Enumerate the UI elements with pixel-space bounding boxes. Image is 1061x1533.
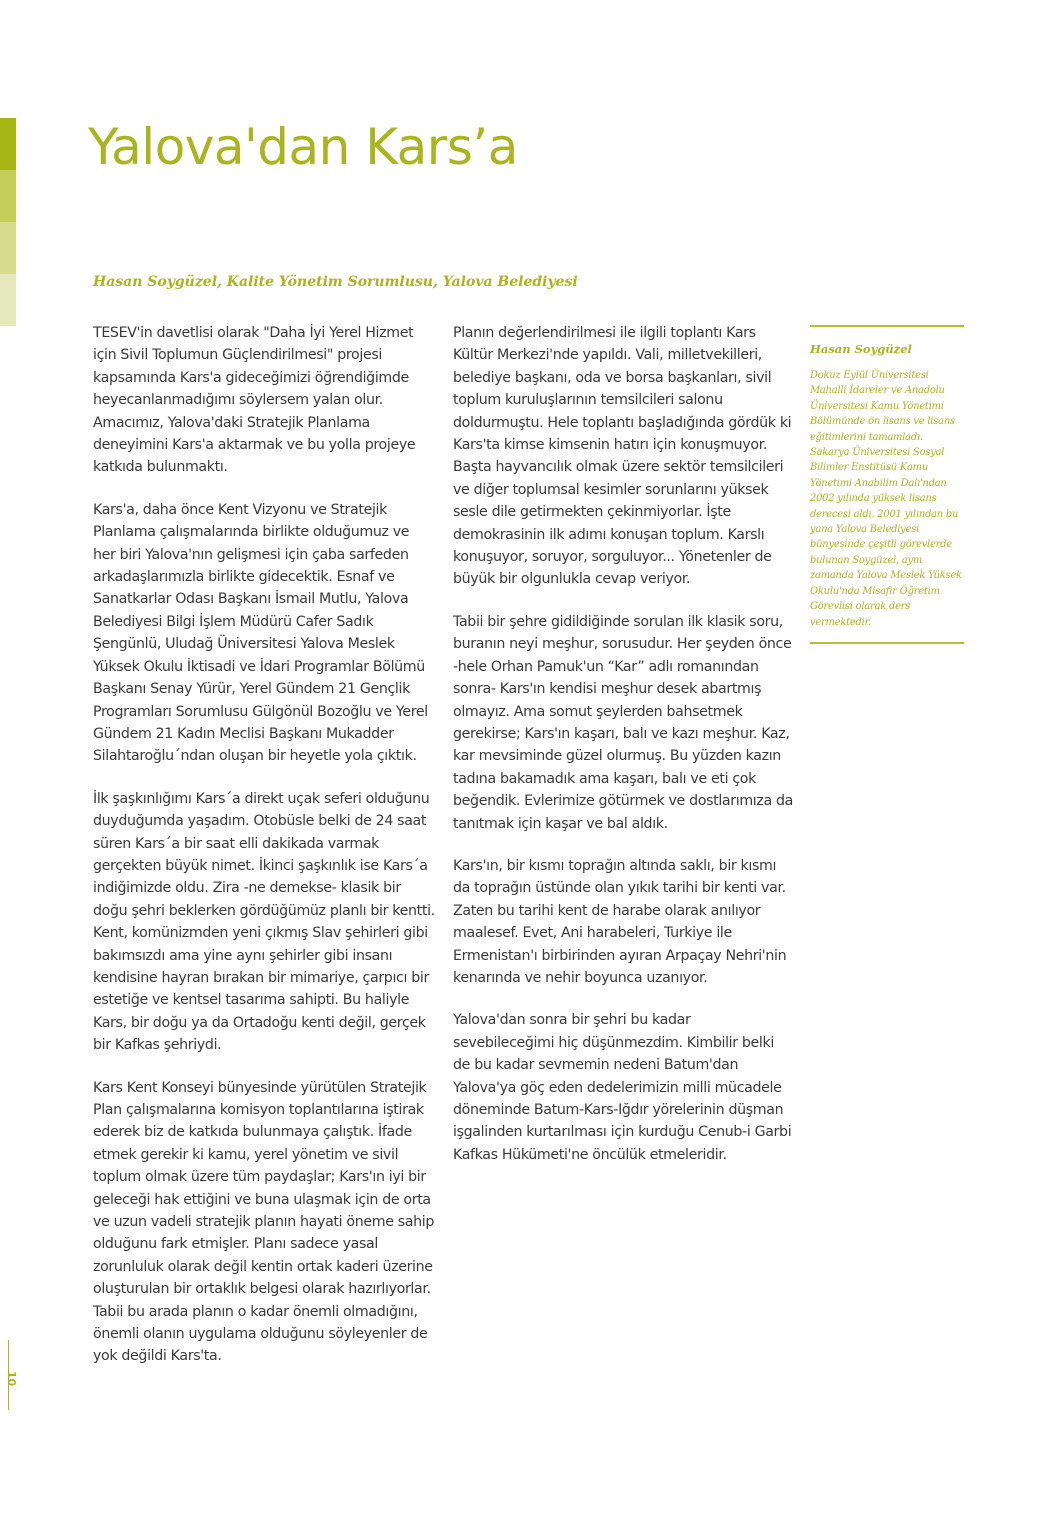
section-tab-4 — [0, 274, 16, 326]
paragraph: Kars Kent Konseyi bünyesinde yürütülen Stratejik Plan çalışmalarına komisyon toplantılarına iştirak ederek biz de katkıda bulunmaya çalıştık. İfade etmek gerekir ki kamu, yerel yönetim ve sivil toplum olmak üzere tüm paydaşlar; Kars'ın iyi bir geleceği hak ettiğini ve buna ulaşmak için de orta ve uzun vadeli stratejik planın hayati öneme sahip olduğunu fark etmişler. Planı sadece yasal zorunluluk olarak değil kentin ortak kaderi üzerine oluşturulan bir ortaklık belgesi olarak hazırlıyorlar. Tabii bu arada planın o kadar önemli olmadığını, önemli olanın uygulama olduğunu söyleyenler de yok değildi Kars'ta. — [93, 1079, 435, 1365]
page-title: Yalova'dan Kars’a — [88, 118, 518, 176]
paragraph: TESEV'in davetlisi olarak "Daha İyi Yerel Hizmet için Sivil Toplumun Güçlendirilmesi" projesi kapsamında Kars'a gideceğimizi öğrendiğimde heyecanlanmadığımı söylersem yalan olur. Amacımız, Yalova'daki Stratejik Planlama deneyimini Kars'a aktarmak ve bu yolla projeye katkıda bulunmaktı. — [93, 325, 416, 476]
paragraph: Planın değerlendirilmesi ile ilgili toplantı Kars Kültür Merkezi'nde yapıldı. Vali, milletvekilleri, belediye başkanı, oda ve borsa başkanları, sivil toplum kuruluşlarının temsilcileri salonu doldurmuştu. Hele toplantı başladığında gördük ki Kars'ta kimse kimsenin hatırı için konuşmuyor. Başta hayvancılık olmak üzere sektör temsilcileri ve diğer toplumsal kesimler sorunlarını yüksek sesle dile getirmekten çekinmiyorlar. İşte demokrasinin ilk adımı konuşan toplum. Karslı konuşuyor, soruyor, sorguluyor... Yönetenler de büyük bir olgunlukla cevap veriyor. — [453, 325, 792, 588]
page-number: 10 — [5, 1370, 19, 1387]
section-tab-1 — [0, 118, 16, 170]
author-byline: Hasan Soygüzel, Kalite Yönetim Sorumlusu, Yalova Belediyesi — [93, 274, 578, 290]
article-column-2 — [453, 322, 795, 1186]
paragraph: Kars'ın, bir kısmı toprağın altında saklı, bir kısmı da toprağın üstünde olan yıkık tarihi bir kenti var. Zaten bu tarihi kent de harabe olarak anılıyor maalesef. Evet, Ani harabeleri, Turkiye ile Ermenistan'ı birbirinden ayıran Arpaçay Nehri'nin kenarında ve nehir boyunca uzanıyor. — [453, 857, 787, 986]
paragraph: İlk şaşkınlığımı Kars´a direkt uçak seferi olduğunu duyduğumda yaşadım. Otobüsle belki de 24 saat süren Kars´a bir saat elli dakikada varmak gerçekten büyük nimet. İkinci şaşkınlık ise Kars´a indiğimizde oldu. Zira -ne demekse- klasik bir doğu şehri beklerken gördüğümüz planlı bir kentti. Kent, komünizmden yeni çıkmış Slav şehirleri gibi bakımsızdı ama yine aynı şehirler gibi insanı kendisine hayran bırakan bir mimariye, çarpıcı bir estetiğe ve kentsel tasarıma sahipti. Bu haliyle Kars, bir doğu ya da Ortadoğu kenti değil, gerçek bir Kafkas şehriydi. — [93, 790, 435, 1054]
sidebar-author-name: Hasan Soygüzel — [810, 342, 912, 356]
section-tab-2 — [0, 170, 16, 222]
paragraph: Kars'a, daha önce Kent Vizyonu ve Stratejik Planlama çalışmalarında birlikte olduğumuz ve her biri Yalova'nın gelişmesi için çaba sarfeden arkadaşlarımızla birlikte gidecektik. Esnaf ve Sanatkarlar Odası Başkanı İsmail Mutlu, Yalova Belediyesi Bilgi İşlem Müdürü Cafer Sadık Şengünlü, Uludağ Üniversitesi Yalova Meslek Yüksek Okulu İktisadi ve İdari Programlar Bölümü Başkanı Senay Yürür, Yerel Gündem 21 Gençlik Programları Sorumlusu Gülgönül Bozoğlu ve Yerel Gündem 21 Kadın Meclisi Başkanı Mukadder Silahtaroğlu´ndan oluşan bir heyetle yola çıktık. — [93, 501, 428, 765]
paragraph: Yalova'dan sonra bir şehri bu kadar sevebileceğimi hiç düşünmezdim. Kimbilir belki de bu kadar sevmemin nedeni Batum'dan Yalova'ya göç eden dedelerimizin milli mücadele döneminde Batum-Kars-Iğdır yörelerinin düşman işgalinden kurtarılması için kurduğu Cenub-i Garbi Kafkas Hükümeti'ne öncülük etmeleridir. — [453, 1012, 792, 1163]
article-column-1 — [93, 322, 435, 1388]
section-tab-3 — [0, 222, 16, 274]
sidebar-author-bio: Dokuz Eylül Üniversitesi Mahalli İdareler ve Anadolu Üniversitesi Kamu Yönetimi Bölümünde ön lisans ve lisans eğitimlerini tamamladı. Sakarya Üniversitesi Sosyal Bilimler Enstitüsü Kamu Yönetimi Anabilim Dalı'ndan 2002 yılında yüksek lisans derecesi aldı. 2001 yılından bu yana Yalova Belediyesi bünyesinde çeşitli görevlerde bulunan Soygüzel, aynı zamanda Yalova Meslek Yüksek Okulu'nda Misafir Öğretim Görevlisi olarak ders vermektedir. — [810, 370, 962, 628]
author-sidebar — [810, 325, 964, 644]
paragraph: Tabii bir şehre gidildiğinde sorulan ilk klasik soru, buranın neyi meşhur, sorusudur. Her şeyden önce -hele Orhan Pamuk'un “Kar” adlı romanından sonra- Kars'ın kendisi meşhur desek abartmış olmayız. Ama somut şeylerden bahsetmek gerekirse; Kars'ın kaşarı, balı ve kazı meşhur. Kaz, kar mevsiminde güzel olurmuş. Bu yüzden kazın tadına bakamadık ama kaşarı, balı ve eti çok beğendik. Evlerimize götürmek ve dostlarımıza da tanıtmak için kaşar ve bal aldık. — [453, 613, 793, 832]
